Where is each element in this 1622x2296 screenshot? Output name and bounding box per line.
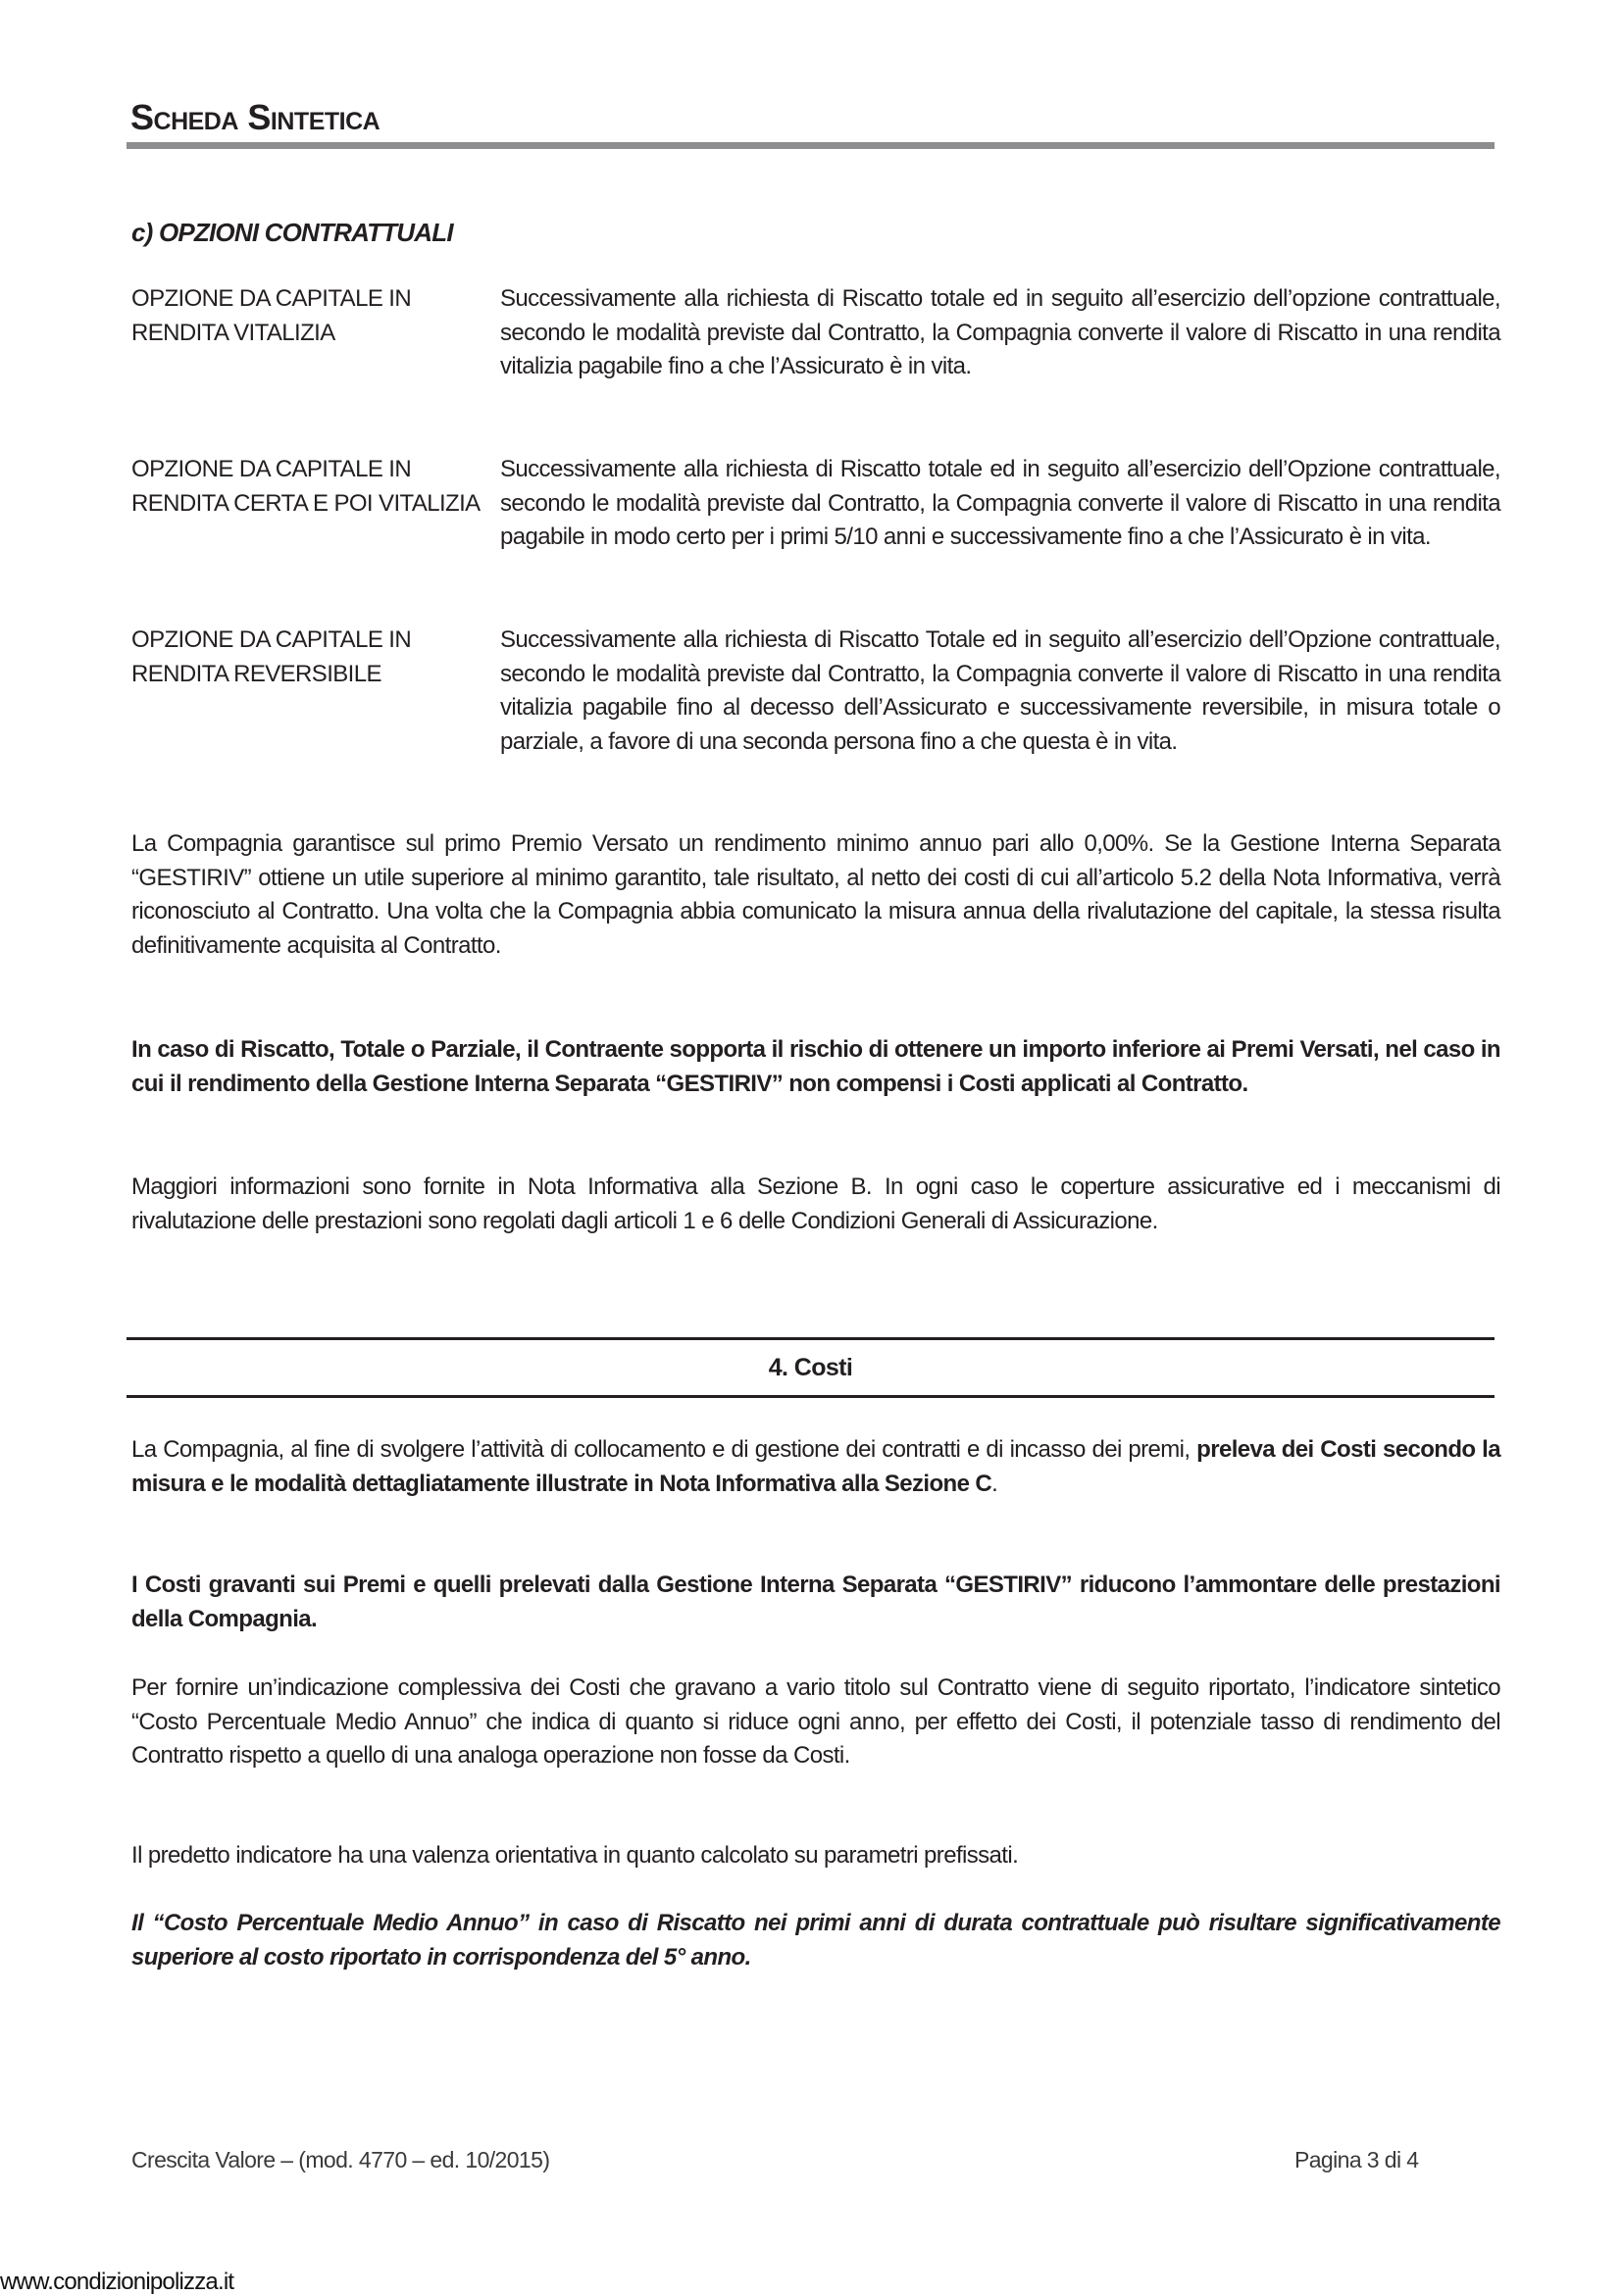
section-heading-opzioni-contrattuali: c) OPZIONI CONTRATTUALI: [131, 218, 453, 247]
section-rule-bottom: [127, 1395, 1495, 1398]
section-rule-top: [127, 1337, 1495, 1340]
section-title-costi: 4. Costi: [768, 1354, 853, 1381]
paragraph-more-information: Maggiori informazioni sono fornite in Nota Informativa alla Sezione B. In ogni caso le coperture assicurative ed i meccanismi di rivalutazione delle prestazioni sono regolati dagli articoli 1 e 6 delle Condizioni Generali di Assicurazione.: [131, 1173, 1500, 1234]
page-header-title: Scheda Sintetica: [130, 97, 380, 137]
option-row-rendita-certa-poi-vitalizia: [131, 453, 1500, 555]
option-row-rendita-reversibile: [131, 624, 1500, 759]
costs-intro-end: .: [991, 1470, 998, 1497]
option-description: Successivamente alla richiesta di Riscatto totale ed in seguito all’esercizio dell’opzione contrattuale, secondo le modalità previste dal Contratto, la Compagnia converte il valore di Riscatto in una rendita vitalizia pagabile fino a che l’Assicurato è in vita.: [500, 285, 1500, 379]
costs-intro-plain: La Compagnia, al fine di svolgere l’attività di collocamento e di gestione dei contratti e di incasso dei premi,: [131, 1436, 1197, 1463]
footer-document-reference: Crescita Valore – (mod. 4770 – ed. 10/2015): [131, 2147, 550, 2172]
paragraph-redemption-risk-warning: In caso di Riscatto, Totale o Parziale, il Contraente sopporta il rischio di ottenere un importo inferiore ai Premi Versati, nel caso in cui il rendimento della Gestione Interna Separata “GESTIRIV” non compensi i Costi applicati al Contratto.: [131, 1036, 1500, 1097]
option-label: OPZIONE DA CAPITALE IN RENDITA REVERSIBILE: [131, 626, 412, 687]
option-description: Successivamente alla richiesta di Riscatto Totale ed in seguito all’esercizio dell’Opzione contrattuale, secondo le modalità previste dal Contratto, la Compagnia converte il valore di Riscatto in una rendita vitalizia pagabile fino al decesso dell’Assicurato e successivamente reversibile, in misura totale o parziale, a favore di una seconda persona fino a che questa è in vita.: [500, 626, 1500, 755]
footer-page-number: Pagina 3 di 4: [1294, 2147, 1419, 2172]
paragraph-minimum-guarantee: La Compagnia garantisce sul primo Premio Versato un rendimento minimo annuo pari allo 0,00%. Se la Gestione Interna Separata “GESTIRIV” ottiene un utile superiore al minimo garantito, tale risultato, al netto dei costi di cui all’articolo 5.2 della Nota Informativa, verrà riconosciuto al Contratto. Una volta che la Compagnia abbia comunicato la misura annua della rivalutazione del capitale, la stessa risulta definitivamente acquisita al Contratto.: [131, 830, 1500, 959]
header-divider-bar: [127, 142, 1495, 149]
option-label: OPZIONE DA CAPITALE IN RENDITA VITALIZIA: [131, 285, 412, 346]
paragraph-indicator-description: Per fornire un’indicazione complessiva dei Costi che gravano a vario titolo sul Contratto viene di seguito riportato, l’indicatore sintetico “Costo Percentuale Medio Annuo” che indica di quanto si riduce ogni anno, per effetto dei Costi, il potenziale tasso di rendimento del Contratto rispetto a quello di una analoga operazione non fosse da Costi.: [131, 1674, 1500, 1769]
option-label: OPZIONE DA CAPITALE IN RENDITA CERTA E POI VITALIZIA: [131, 456, 481, 517]
paragraph-cost-warning: Il “Costo Percentuale Medio Annuo” in caso di Riscatto nei primi anni di durata contrattuale può risultare significativamente superiore al costo riportato in corrispondenza del 5° anno.: [131, 1910, 1500, 1971]
watermark-website: www.condizionipolizza.it: [0, 2269, 234, 2295]
paragraph-indicator-orientative: Il predetto indicatore ha una valenza orientativa in quanto calcolato su parametri prefissati.: [131, 1842, 1019, 1869]
option-description: Successivamente alla richiesta di Riscatto totale ed in seguito all’esercizio dell’Opzione contrattuale, secondo le modalità previste dal Contratto, la Compagnia converte il valore di Riscatto in una rendita pagabile in modo certo per i primi 5/10 anni e successivamente fino a che l’Assicurato è in vita.: [500, 456, 1500, 550]
paragraph-costs-intro: [131, 1433, 1500, 1501]
option-row-rendita-vitalizia: [131, 282, 1500, 384]
costs-intro-bold: preleva dei Costi secondo la misura e le modalità dettagliatamente illustrate in Nota Informativa alla Sezione C: [131, 1436, 1500, 1497]
paragraph-costs-reduce-benefits: I Costi gravanti sui Premi e quelli prelevati dalla Gestione Interna Separata “GESTIRIV” riducono l’ammontare delle prestazioni della Compagnia.: [131, 1572, 1500, 1632]
